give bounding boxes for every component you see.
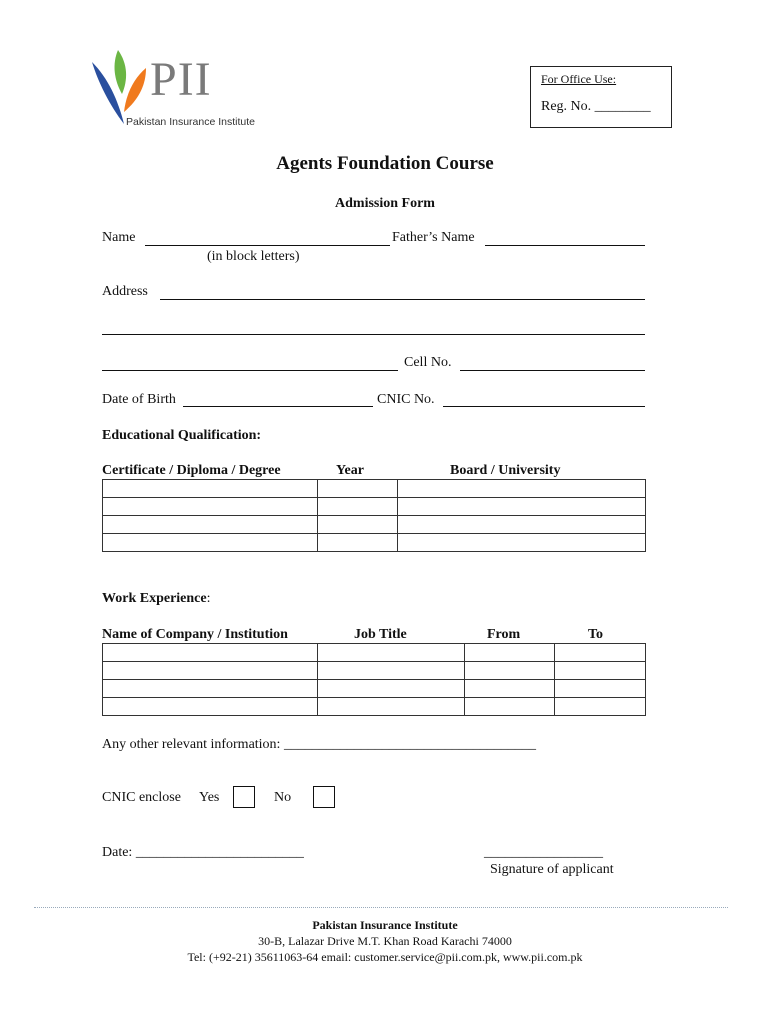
work-col-from: From (487, 627, 521, 642)
footer-divider (34, 907, 728, 908)
education-col-year: Year (336, 463, 364, 478)
yes-checkbox[interactable] (233, 786, 255, 808)
work-table (102, 643, 646, 716)
date-field[interactable]: Date: ________________________ (102, 845, 304, 860)
name-label: Name (102, 230, 136, 245)
page-title: Agents Foundation Course (276, 153, 494, 174)
cnic-enclose-label: CNIC enclose (102, 790, 181, 805)
table-row (103, 516, 646, 534)
work-heading-text: Work Experience (102, 591, 207, 606)
logo-wordmark: PII (150, 53, 212, 106)
work-heading (102, 591, 211, 607)
yes-label: Yes (199, 790, 220, 805)
dob-field[interactable] (183, 406, 373, 407)
education-col-board: Board / University (450, 463, 561, 478)
dob-label: Date of Birth (102, 392, 176, 407)
table-row (103, 680, 646, 698)
education-col-certificate: Certificate / Diploma / Degree (102, 463, 281, 478)
logo-subtitle: Pakistan Insurance Institute (126, 116, 255, 128)
address-field-line-3[interactable] (102, 370, 398, 371)
footer-org: Pakistan Insurance Institute (312, 918, 458, 932)
other-info-field[interactable]: Any other relevant information: ____________________________________ (102, 737, 536, 752)
education-table (102, 479, 646, 552)
signature-line[interactable]: _________________ (484, 845, 603, 860)
education-heading: Educational Qualification: (102, 428, 262, 443)
table-row (103, 534, 646, 552)
table-row (103, 498, 646, 516)
office-use-label: For Office Use: (541, 72, 617, 86)
work-col-to: To (588, 627, 604, 642)
footer-contact: Tel: (+92-21) 35611063-64 email: customer.service@pii.com.pk, www.pii.com.pk (187, 950, 583, 964)
table-row (103, 480, 646, 498)
signature-label: Signature of applicant (490, 862, 614, 877)
block-letters-hint: (in block letters) (207, 249, 300, 264)
cell-no-field[interactable] (460, 370, 645, 371)
work-col-company: Name of Company / Institution (102, 627, 288, 642)
table-row (103, 662, 646, 680)
work-col-job-title: Job Title (354, 627, 407, 642)
address-label: Address (102, 284, 148, 299)
father-name-field[interactable] (485, 245, 645, 246)
form-subtitle: Admission Form (335, 196, 435, 211)
address-field-line-2[interactable] (102, 334, 645, 335)
work-heading-colon: : (206, 591, 211, 606)
name-field[interactable] (145, 245, 390, 246)
table-row (103, 644, 646, 662)
table-row (103, 698, 646, 716)
cnic-no-field[interactable] (443, 406, 645, 407)
no-label: No (274, 790, 292, 805)
no-checkbox[interactable] (313, 786, 335, 808)
address-field-line-1[interactable] (160, 299, 645, 300)
father-name-label: Father’s Name (392, 230, 475, 245)
footer-address: 30-B, Lalazar Drive M.T. Khan Road Karachi 74000 (258, 934, 512, 948)
cnic-no-label: CNIC No. (377, 392, 435, 407)
cell-no-label: Cell No. (404, 355, 452, 370)
reg-no-label: Reg. No. ________ (541, 99, 651, 114)
